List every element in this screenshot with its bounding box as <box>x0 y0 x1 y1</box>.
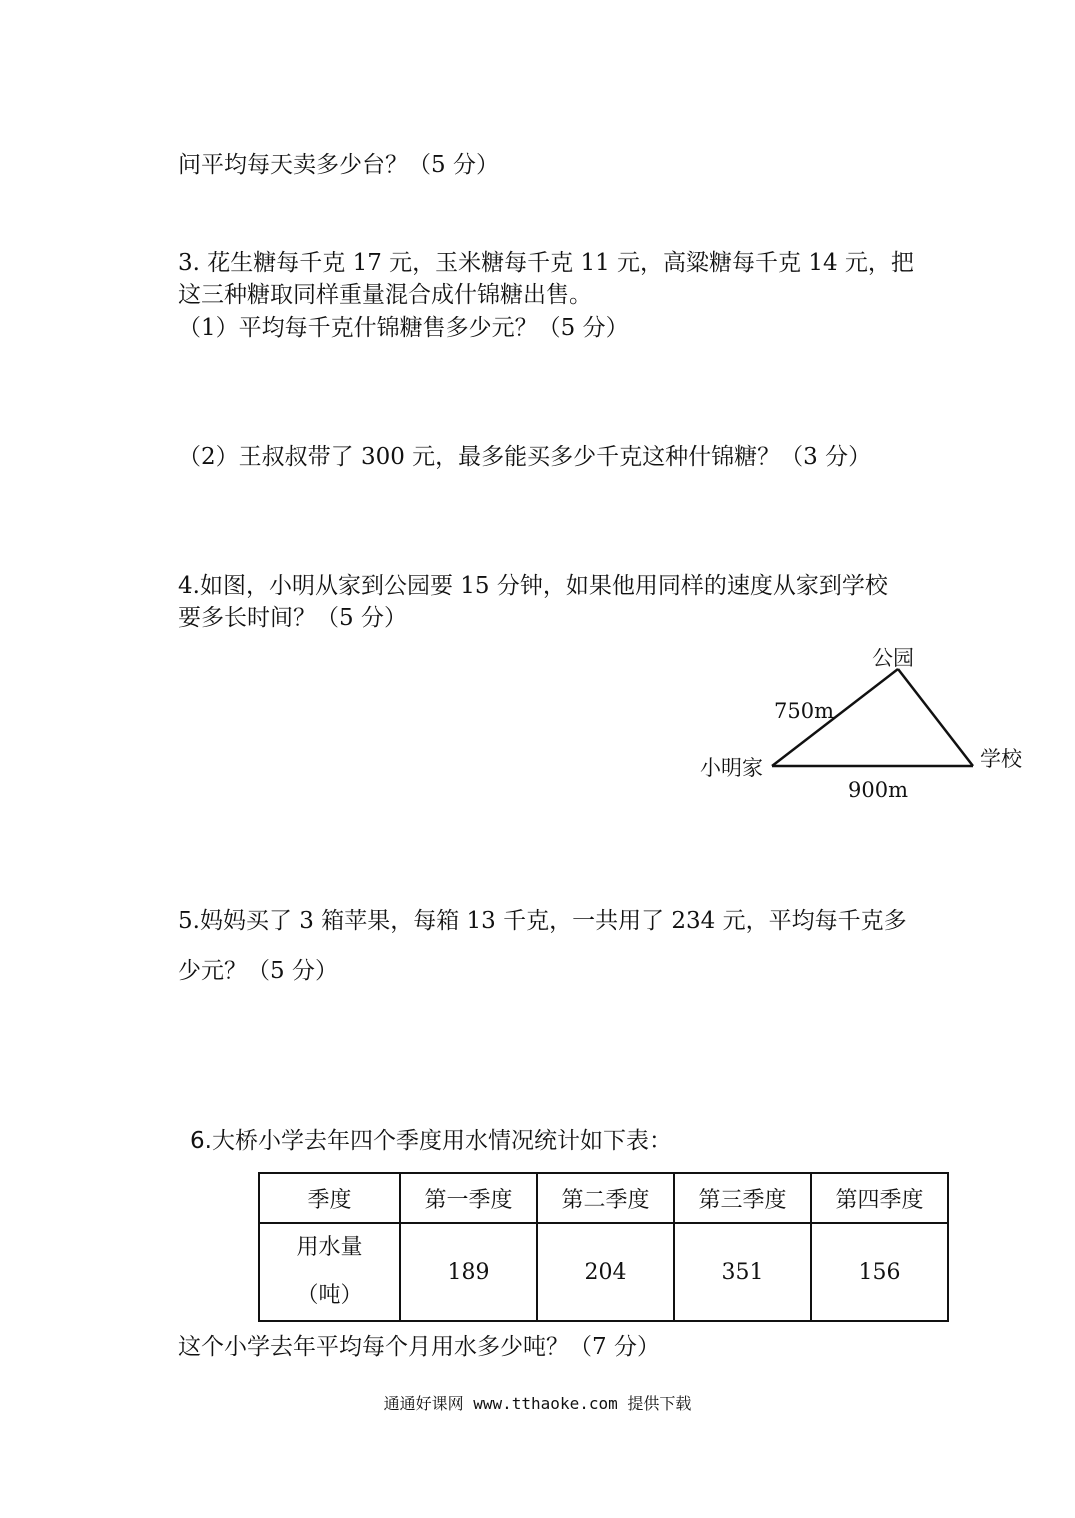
water-usage-table <box>258 1172 949 1322</box>
value-cell-q4: 156 <box>811 1223 948 1321</box>
home-park-distance-label: 750m <box>774 699 834 723</box>
footer-credit: 通通好课网 www.tthaoke.com 提供下载 <box>383 1394 692 1413</box>
header-cell-season: 季度 <box>259 1173 400 1223</box>
home-label: 小明家 <box>700 756 763 780</box>
value-cell-q3: 351 <box>674 1223 811 1321</box>
q5-line-1: 5.妈妈买了 3 箱苹果，每箱 13 千克，一共用了 234 元，平均每千克多 <box>178 908 907 934</box>
table-row <box>259 1223 948 1321</box>
school-label: 学校 <box>980 747 1022 771</box>
q2-tail-text: 问平均每天卖多少台？（5 分） <box>178 152 499 178</box>
row-label-line-2: （吨） <box>296 1283 363 1308</box>
park-label: 公园 <box>872 646 914 670</box>
table-header-row <box>259 1173 948 1223</box>
row-label-cell <box>259 1223 400 1321</box>
park-school-edge <box>898 669 973 766</box>
header-cell-q4: 第四季度 <box>811 1173 948 1223</box>
row-label-line-1: 用水量 <box>296 1235 363 1260</box>
q6-question: 这个小学去年平均每个月用水多少吨？（7 分） <box>178 1334 660 1360</box>
q4-line-1: 4.如图，小明从家到公园要 15 分钟，如果他用同样的速度从家到学校 <box>178 573 888 599</box>
home-school-distance-label: 900m <box>848 778 908 802</box>
value-cell-q1: 189 <box>400 1223 537 1321</box>
header-cell-q3: 第三季度 <box>674 1173 811 1223</box>
value-cell-q2: 204 <box>537 1223 674 1321</box>
q4-line-2: 要多长时间？（5 分） <box>178 605 407 631</box>
q3-sub-question-1: （1）平均每千克什锦糖售多少元？（5 分） <box>178 315 629 341</box>
route-triangle-diagram <box>690 640 1050 820</box>
q5-line-2: 少元？（5 分） <box>178 958 338 984</box>
q3-line-2: 这三种糖取同样重量混合成什锦糖出售。 <box>178 282 592 308</box>
q3-line-1: 3. 花生糖每千克 17 元，玉米糖每千克 11 元，高粱糖每千克 14 元，把 <box>178 250 914 276</box>
header-cell-q1: 第一季度 <box>400 1173 537 1223</box>
header-cell-q2: 第二季度 <box>537 1173 674 1223</box>
q3-sub-question-2: （2）王叔叔带了 300 元，最多能买多少千克这种什锦糖？（3 分） <box>178 444 872 470</box>
q6-intro: 6.大桥小学去年四个季度用水情况统计如下表： <box>190 1128 672 1154</box>
